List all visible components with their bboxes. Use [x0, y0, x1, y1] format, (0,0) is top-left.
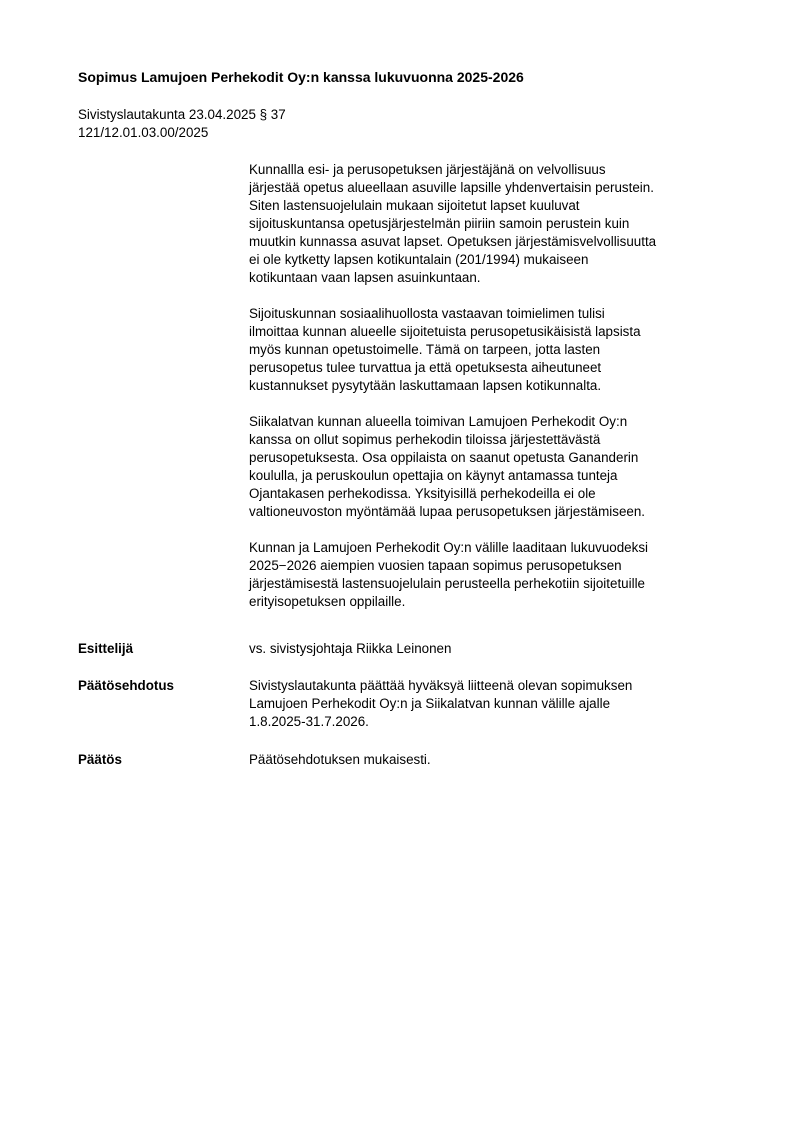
text-line: erityisopetuksen oppilaille. [249, 594, 406, 609]
meeting-info: Sivistyslautakunta 23.04.2025 § 37 [78, 107, 286, 122]
text-line: koululla, ja peruskoulun opettajia on käynyt antamassa tunteja [249, 468, 618, 483]
text-line: perusopetus tulee turvattua ja että opetuksesta aiheutuneet [249, 360, 602, 375]
text-line: kanssa on ollut sopimus perhekodin tiloissa järjestettävästä [249, 432, 601, 447]
text-line: perusopetuksesta. Osa oppilaista on saanut opetusta Gananderin [249, 450, 639, 465]
text-line: sijoituskuntansa opetusjärjestelmän piiriin samoin perustein kuin [249, 216, 630, 231]
text-line: 1.8.2025-31.7.2026. [249, 714, 369, 729]
proposal-value [249, 677, 739, 731]
text-line: Kunnallla esi- ja perusopetuksen järjestäjänä on velvollisuus [249, 162, 606, 177]
text-line: ilmoittaa kunnan alueelle sijoitetuista perusopetusikäisistä lapsista [249, 324, 641, 339]
decision-value [249, 751, 739, 769]
text-line: Ojantakasen perhekodissa. Yksityisillä perhekodeilla ei ole [249, 486, 596, 501]
background-text [249, 161, 739, 629]
paragraph-3 [249, 413, 739, 521]
text-line: järjestämisestä lastensuojelulain perusteella perhekotiin sijoitetuille [249, 576, 645, 591]
paragraph-1 [249, 161, 739, 287]
text-line: Sijoituskunnan sosiaalihuollosta vastaavan toimielimen tulisi [249, 306, 605, 321]
presenter-value [249, 640, 739, 658]
text-line: Päätösehdotuksen mukaisesti. [249, 752, 431, 767]
text-line: myös kunnan opetustoimelle. Tämä on tarpeen, jotta lasten [249, 342, 601, 357]
text-line: ei ole kytketty lapsen kotikuntalain (201/1994) mukaiseen [249, 252, 589, 267]
text-line: kotikuntaan vaan lapsen asuinkuntaan. [249, 270, 481, 285]
text-line: vs. sivistysjohtaja Riikka Leinonen [249, 641, 452, 656]
paragraph-2 [249, 305, 739, 395]
text-line: järjestää opetus alueellaan asuville lapsille yhdenvertaisin perustein. [249, 180, 654, 195]
text-line: valtioneuvoston myöntämää lupaa perusopetuksen järjestämiseen. [249, 504, 646, 519]
text-line: Kunnan ja Lamujoen Perhekodit Oy:n välille laaditaan lukuvuodeksi [249, 540, 648, 555]
document-title: Sopimus Lamujoen Perhekodit Oy:n kanssa lukuvuonna 2025-2026 [78, 69, 524, 85]
text-line: muutkin kunnassa asuvat lapset. Opetuksen järjestämisvelvollisuutta [249, 234, 657, 249]
text-line: kustannukset pysytytään laskuttamaan lapsen kotikunnalta. [249, 378, 602, 393]
decision-label: Päätös [78, 752, 122, 767]
case-number: 121/12.01.03.00/2025 [78, 125, 209, 140]
meeting-meta [78, 106, 286, 142]
paragraph-4 [249, 539, 739, 611]
proposal-label: Päätösehdotus [78, 678, 174, 693]
text-line: Siikalatvan kunnan alueella toimivan Lamujoen Perhekodit Oy:n [249, 414, 628, 429]
text-line: 2025−2026 aiempien vuosien tapaan sopimus perusopetuksen [249, 558, 622, 573]
text-line: Lamujoen Perhekodit Oy:n ja Siikalatvan kunnan välille ajalle [249, 696, 611, 711]
presenter-label: Esittelijä [78, 641, 134, 656]
text-line: Sivistyslautakunta päättää hyväksyä liitteenä olevan sopimuksen [249, 678, 633, 693]
text-line: Siten lastensuojelulain mukaan sijoitetut lapset kuuluvat [249, 198, 580, 213]
